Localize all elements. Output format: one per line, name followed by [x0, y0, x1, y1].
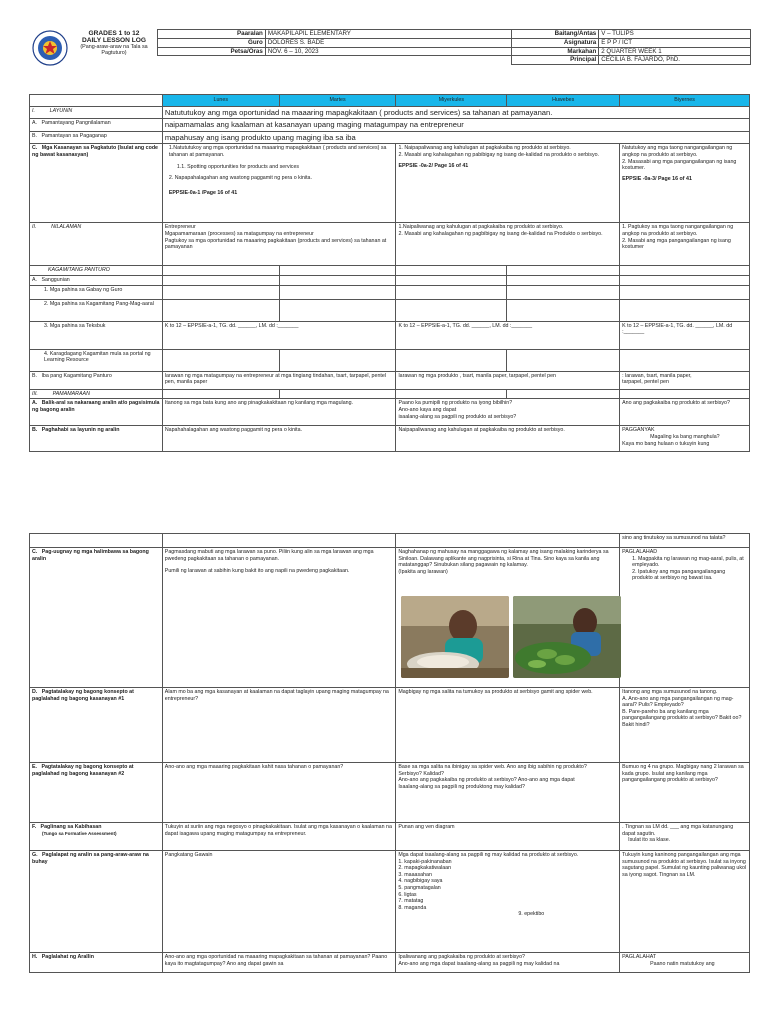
kasanayan-miyerkules: [396, 144, 620, 223]
row-label: 2. Mga pahina sa Kagamitang Pang-Mag-aaral: [30, 299, 163, 321]
pagaganap-text: mapahusay ang isang produkto upang maging iba sa iba: [162, 131, 749, 143]
row-layunin: [30, 107, 750, 119]
balik-aral-biyernes: Ano ang pagkakaiba ng produkto at serbisyo?: [620, 399, 750, 426]
row-teksbuk: [30, 321, 750, 349]
text-line: 2. Masabi ang kahalagahan ng pabibigay ng isang de-kalidad na produkto o serbisyo.: [398, 152, 600, 159]
teksbuk-biyernes: K to 12 – EPPSIE-a-1, TG. dd. ______, LM. dd :_______: [620, 321, 750, 349]
day-biyernes: Biyernes: [620, 95, 750, 107]
row-label: Paglalahat ng Arallin: [41, 954, 94, 960]
text-line: Mgapamamaraan (processes) sa matagumpay na entrepreneur: [164, 231, 314, 238]
row-label: NILALAMAN: [51, 224, 82, 231]
kalamay-photo-left: [401, 596, 509, 678]
row-label: Sanggunian: [41, 277, 70, 284]
header-value: NOV. 6 – 10, 2023: [265, 47, 512, 56]
text-line: Natutukoy ang mga taong nangangailangan ng angkop na produkto at serbisyo.: [622, 145, 733, 159]
text-line: Ano-ano ang mga dapat isaalang-alang sa pagpili ng may kalidad na: [398, 960, 560, 967]
row-label: Balik-aral sa nakaraang aralin at/o pagsisimula ng bagong aralin: [32, 400, 160, 413]
header-title-3: (Pang-araw-araw na Tala sa Pagtuturo): [80, 44, 148, 56]
header-label: Baitang/Antas: [512, 30, 599, 39]
text-line: Ano-ano kaya ang dapat: [398, 406, 457, 413]
text-line: 2. Masabi ang mga pangangailangan ng isang kostumer: [622, 237, 731, 251]
row-label: Pamantayan sa Pagaganap: [41, 132, 107, 139]
paghahabi-lunes: Napahahalagahan ang wastong paggamit ng pera o kinita.: [162, 426, 396, 452]
balik-aral-lunes: Itanong sa mga bata kung ano ang pinagkakakitaan ng kanilang mga magulang.: [162, 399, 396, 426]
header-label: Principal: [512, 56, 599, 65]
row-label: 3. Mga pahina sa Teksbuk: [30, 321, 163, 349]
text-line: Ano-ano ang pagkakaiba ng produkto at serbisyo? Ano-ano ang mga dapat: [398, 777, 575, 784]
text-line: Itanong ang mga sumusunod na tanong.: [622, 689, 718, 695]
nilalaman-lunes: [162, 223, 396, 266]
text-line: . Tingnan sa LM dd. ___ ang mga katanungang dapat sagutin.: [622, 824, 734, 837]
row-sanggunian: [30, 276, 750, 286]
paglalapat-miyerkules: [396, 851, 620, 953]
kasanayan-lunes: [162, 144, 396, 223]
row-num: C.: [32, 549, 38, 555]
paglinang-biyernes: [620, 823, 750, 851]
text-line: A. Ano-ano ang mga pangangailangan ng mag-aaral? Pulis? Empleyado?: [622, 695, 734, 709]
row-nilalaman: [30, 223, 750, 266]
header-value: 2 QUARTER WEEK 1: [599, 47, 751, 56]
konsepto-2-biyernes: Bumuo ng 4 na grupo. Magbigay nang 2 larawan sa kada grupo. Isulat ang kanilang mga pangangailangang produkto at serbisyo?: [620, 763, 750, 823]
row-num: B.: [32, 372, 38, 379]
list-item: 6. ligtas: [398, 891, 417, 898]
text-line: Paano ka pumipili ng produkto na iyong bibilhin?: [398, 400, 513, 407]
header-label: [158, 56, 266, 65]
row-num: A.: [32, 277, 38, 284]
row-kasanayan: [30, 144, 750, 223]
row-pamantayang-pangnilalaman: [30, 119, 750, 131]
list-item: 1. kapaki-pakinanaban: [398, 858, 452, 865]
teksbuk-lunes: K to 12 – EPPSIE-a-1, TG. dd. ______, LM. dd :_______: [162, 321, 396, 349]
text-line: 2. Masabi ang kahalagahan ng pagbibigay ng isang de-kalidad na Produkto o serbisyo.: [398, 231, 603, 238]
row-num: B.: [32, 427, 38, 434]
text-line: Magaling ka bang manghula?: [650, 433, 720, 440]
row-balik-aral: [30, 399, 750, 426]
paglalahat-miyerkules: [396, 953, 620, 973]
kagamitan-label: KAGAMITANG PANTURO: [30, 266, 163, 276]
paglinang-miyerkules: Punan ang ven diagram: [396, 823, 620, 851]
list-item: 3. maaasahan: [398, 871, 432, 878]
header-table: [157, 29, 751, 65]
text-line: 1.Natututukoy ang mga oportunidad na maaaring mapagkakitaan ( products and services) sa tahanan at pamayanan.: [168, 145, 387, 159]
paglalapat-biyernes: Tukuyin kung kaninong pangangailangan ang mga sumusunod na produkto at serbisyo. Isulat sa inyong sagutang papel. Sumulat ng kaunting paliwanag ukol sa iyong sagot. Tingnan sa LM.: [620, 851, 750, 953]
row-num: G.: [32, 852, 38, 858]
header-label: Asignatura: [512, 38, 599, 47]
konsepto-2-lunes: Ano-ano ang mga maaaring pagkakitaan kahit nasa tahanan o pamayanan?: [162, 763, 396, 823]
layunin-text: Natututukoy ang mga oportunidad na maaaring mapagkakitaan ( products and services) sa tahanan at pamayanan.: [162, 107, 749, 119]
teksbuk-miyerkules: K to 12 – EPPSIE-a-1, TG. dd. ______, LM. dd :_______: [396, 321, 620, 349]
text-line: (Ipakita ang larawan): [398, 568, 448, 575]
row-num: D.: [32, 689, 38, 695]
text-line: 1. Pagtukoy sa mga taong nangangailangan ng angkop na produkto at serbisyo.: [622, 224, 734, 238]
row-label: Mga Kasanayan sa Pagkatuto (Isulat ang code ng bawat kasanasyan): [32, 145, 159, 159]
konsepto-2-miyerkules: [396, 763, 620, 823]
row-paglinang: [30, 823, 750, 851]
list-item: 9. epektibo: [518, 911, 545, 918]
header-row: [158, 38, 751, 47]
row-label: Paglinang sa Kabihasan: [40, 824, 102, 830]
row-paglalahat: [30, 953, 750, 973]
pangnilalaman-text: naipamamalas ang kaalaman at kasanayan upang maging matagumpay na entrepreneur: [162, 119, 749, 131]
row-label: Pag-uugnay ng mga halimbawa sa bagong aralin: [32, 549, 149, 562]
header-title-1: GRADES 1 to 12: [88, 30, 140, 37]
text-line: Mga dapat isaalang-alang sa pagpili ng may kalidad na produkto at serbisyo.: [398, 852, 579, 858]
day-lunes: Lunes: [162, 95, 279, 107]
list-item: 8. maganda: [398, 904, 427, 911]
header-value: MAKAPILAPIL ELEMENTARY: [265, 30, 512, 39]
text-line: Paano natin matutukoy ang: [650, 960, 715, 967]
row-pamamaraan: [30, 389, 750, 399]
row-num: A.: [32, 120, 38, 127]
text-line: Naghahanap ng mahusay na manggagawa ng kalamay ang isang malaking karinderya sa Siniloan. Dalawang aplikante ang nagprisinta, si Rina at Tina. Sino kaya sa kanila ang matatanggap? Sinubukan silang pagawain ng kalamay.: [398, 549, 609, 569]
pag-uugnay-biyernes: [620, 548, 750, 688]
konsepto-1-lunes: Alam mo ba ang mga kasanayan at kaalaman na dapat taglayin upang maging matagumpay na entrepreneur?: [162, 688, 396, 763]
nilalaman-miyerkules: [396, 223, 620, 266]
row-kagamitan: [30, 266, 750, 276]
header-value: V – TULIPS: [599, 30, 751, 39]
iba-miyerkules: larawan ng mga produkto , tsart, manila paper, tarpapel, pentel pen: [396, 371, 620, 389]
lesson-table-page2: [29, 533, 750, 973]
text-line: 2. Masasabi ang mga pangangailangan ng isang kostumer.: [622, 158, 737, 172]
text-line: isaalang-alang sa pagpili ng produkto at serbisyo?: [398, 413, 517, 420]
row-num: E.: [32, 764, 38, 770]
header-row: [158, 30, 751, 39]
paglalapat-lunes: Pangkatang Gawain: [162, 851, 396, 953]
kasanayan-biyernes: [620, 144, 750, 223]
text-line: Pumili ng larawan at sabihin kung bakit ito ang napili na pwedeng pagkakitaan.: [164, 568, 350, 575]
text-line: B. Pare-pareho ba ang kanilang mga pangangailangang produkto at serbisyo? Bakit oo? Bakit hindi?: [622, 708, 742, 729]
text-line: Ipaliwanang ang pagkakaiba ng produkto at serbisyo?: [398, 954, 525, 960]
text-line: PAGGANYAK: [622, 427, 655, 434]
paghahabi-miyerkules: Naipapaliwanag ang kahulugan at pagkakaiba ng produkto at serbisyo.: [396, 426, 620, 452]
text-line: 1.Naipaliwanag ang kahulugan at pagkakaiba ng produkto at serbisyo.: [398, 224, 564, 231]
row-label: PAMAMARAAN: [52, 390, 90, 397]
row-num: B.: [32, 132, 38, 139]
row-num: C.: [32, 145, 38, 152]
header-title-2: DAILY LESSON LOG: [81, 37, 147, 44]
paghahabi-biyernes: [620, 426, 750, 452]
row-continuation: [30, 534, 750, 548]
row-paglalapat: [30, 851, 750, 953]
header-label: Guro: [158, 38, 266, 47]
row-label: Pamantayang Pangnilalaman: [41, 120, 111, 127]
header-row: [158, 47, 751, 56]
row-iba-kagamitan: [30, 371, 750, 389]
row-num: II.: [32, 224, 37, 231]
kalamay-photo-right: [513, 596, 621, 678]
row-label: 1. Mga pahina sa Gabay ng Guro: [30, 285, 163, 299]
text-line: Pagmasdang mabuti ang mga larawan sa puno. Piliin kung alin sa mga larawan ang mga pwedeng pagkakitaan sa tahanan o pamayanan.: [164, 549, 374, 562]
header-value: [265, 56, 512, 65]
row-num: A.: [32, 400, 38, 407]
pag-uugnay-lunes: [162, 548, 396, 688]
text-line: Entrepreneur: [164, 224, 196, 231]
row-pag-uugnay: [30, 548, 750, 688]
header-label: Petsa/Oras: [158, 47, 266, 56]
text-line: 2. Napapahalagahan ang wastong paggamit ng pera o kinita.: [168, 175, 312, 182]
row-label: Paglalapat ng aralin sa pang-araw-araw na buhay: [32, 852, 149, 865]
paglalahat-lunes: Ano-ano ang mga oportunidad na maaaring mapagkakitaan sa tahanan at pamayanan? Paano kaya ito magtatagumpay? Ano ang dapat gawin sa: [162, 953, 396, 973]
text-line: 1. Naipapaliwanag ang kahulugan at pagkakaiba ng produkto at serbisyo.: [398, 145, 571, 152]
text-line: : larawan, tsart, manila paper,: [622, 372, 692, 379]
header-row: [158, 56, 751, 65]
list-item: 4. nagbibigay saya: [398, 878, 443, 885]
text-line: Base sa mga salita na ibinigay sa spider web. Ano ang ibig sabihin ng produkto?: [398, 764, 587, 770]
text-line: EPPSIE -0a-2/ Page 16 of 41: [398, 162, 469, 169]
row-gabay-guro: [30, 285, 750, 299]
header-label: Paaralan: [158, 30, 266, 39]
konsepto-1-miyerkules: Magbigay ng mga salita na tumukoy sa produkto at serbisyo gamit ang spider web.: [396, 688, 620, 763]
iba-lunes: larawan ng mga matagumpay na entrepreneur at mga tingiang tindahan, tsart, tarpapel, pentel pen, manila paper: [162, 371, 396, 389]
continuation-biyernes: sino ang tinutukoy sa sumusunod na talata?: [620, 534, 750, 548]
list-item: 2. mapagkakatiwalaan: [398, 865, 452, 872]
text-line: Serbisyo? Kalidad?: [398, 770, 444, 777]
text-line: PAGLALAHAT: [622, 954, 657, 960]
row-konsepto-1: [30, 688, 750, 763]
text-line: PAGLALAHAD: [622, 549, 658, 555]
list-item: 5. pangmatagalan: [398, 885, 441, 892]
text-line: 2. Ipatukoy ang mga pangangailangang produkto at serbisyo ng bawat isa.: [632, 568, 726, 582]
row-sub-label: (Tungo sa Formative Assessment): [42, 830, 117, 836]
row-pamantayan-pagaganap: [30, 131, 750, 143]
text-line: EPPSIE -0a-3/ Page 16 of 41: [622, 175, 692, 182]
day-header-row: [30, 95, 750, 107]
text-line: EPPSIE-0a-1 /Page 16 of 41: [168, 189, 238, 196]
paglalahat-biyernes: [620, 953, 750, 973]
row-label: Pagtatalakay ng bagong konsepto at paglalahad ng bagong kasanayan #2: [32, 764, 134, 777]
deped-logo: [32, 30, 68, 66]
text-line: tarpapel, pentel pen: [622, 379, 669, 386]
row-label: Pagtatalakay ng bagong konsepto at paglalahad ng bagong kasanayan #1: [32, 689, 134, 702]
iba-biyernes: [620, 371, 750, 389]
nilalaman-biyernes: [620, 223, 750, 266]
row-paghahabi: [30, 426, 750, 452]
row-karagdagang-kagamitan: [30, 349, 750, 371]
row-label: Paghahabi sa layunin ng aralin: [41, 427, 120, 434]
header-label: Markahan: [512, 47, 599, 56]
row-num: H.: [32, 954, 38, 960]
text-line: 1.1. Spotting opportunities for products and services: [176, 163, 300, 170]
row-num: F.: [32, 824, 37, 830]
lesson-table-page1: [29, 94, 750, 452]
row-konsepto-2: [30, 763, 750, 823]
row-num: I.: [32, 108, 35, 114]
paglinang-lunes: Tukuyin at suriin ang mga negosyo o pinagkakakitaan. Isulat ang mga kasanayan o kaalaman na dapat isagawa upang maging matagumpay na entrepreneur.: [162, 823, 396, 851]
text-line: Isaalang-alang sa pagpili ng produktong may kalidad?: [398, 783, 525, 790]
row-label: LAYUNIN: [49, 108, 73, 114]
balik-aral-miyerkules: [396, 399, 620, 426]
row-num: III.: [32, 390, 38, 397]
day-huwebes: Huwebes: [507, 95, 620, 107]
text-line: Kaya mo bang hulaan o tukuyin kung: [622, 440, 710, 447]
row-label: Iba pang Kagamitang Panturo: [41, 372, 112, 379]
header-value: E P P / ICT: [599, 38, 751, 47]
text-line: Pagtukoy sa mga oportunidad na maaaring pagkakitaan (products and services) sa tahanan at pamayanan: [164, 237, 387, 251]
day-martes: Martes: [279, 95, 396, 107]
header-value: DOLORES S. BADE: [265, 38, 512, 47]
text-line: 1. Magpakita ng larawan ng mag-aaral, pulis, at empleyado.: [632, 555, 744, 569]
text-line: Isulat ito sa klase.: [628, 837, 671, 844]
konsepto-1-biyernes: [620, 688, 750, 763]
row-kagamitang-mag-aaral: [30, 299, 750, 321]
list-item: 7. matatag: [398, 898, 424, 905]
header-value: CECILIA B. FAJARDO, PhD.: [599, 56, 751, 65]
row-label: 4. Karagdagang Kagamitan mula sa portal ng Learning Resource: [30, 349, 163, 371]
day-miyerkules: Miyerkules: [396, 95, 507, 107]
